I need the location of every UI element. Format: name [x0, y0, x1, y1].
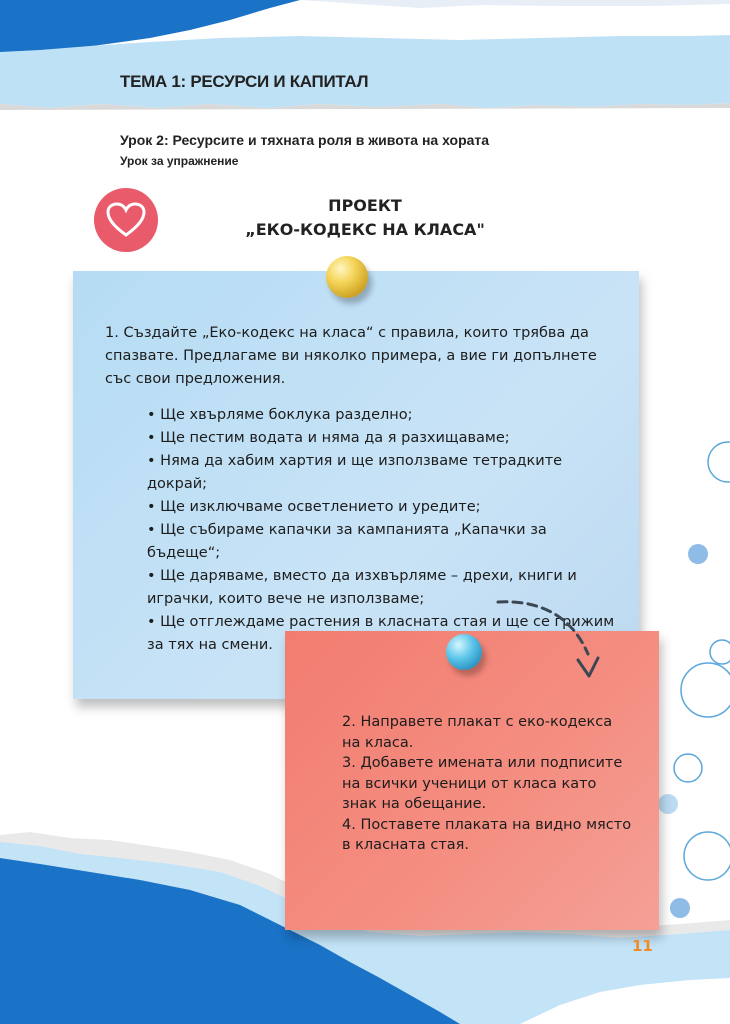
heart-badge [94, 188, 158, 252]
deco-circle-8 [670, 898, 690, 918]
list-item: • Няма да хабим хартия и ще използваме тетрадките докрай; [147, 453, 563, 492]
list-item: • Ще събираме капачки за кампанията „Капачки за бъдеще“; [147, 522, 547, 561]
deco-circle-5 [674, 754, 702, 782]
step-item: 2. Направете плакат с еко-кодекса на класа. [342, 714, 613, 751]
project-title [200, 194, 530, 242]
list-item: • Ще даряваме, вместо да изхвърляме – дрехи, книги и играчки, които вече не използваме; [147, 568, 577, 607]
intro-text: 1. Създайте „Еко-кодекс на класа“ с правила, които трябва да спазвате. Предлагаме ви няколко примера, а вие ги допълнете със свои предложения. [105, 325, 597, 387]
page-number: 11 [632, 937, 653, 955]
project-title-line2: „ЕКО-КОДЕКС НА КЛАСА" [245, 220, 485, 239]
yellow-pin-icon [326, 256, 368, 298]
list-item: • Ще отглеждаме растения в класната стая и ще се грижим за тях на смени. [147, 614, 615, 653]
list-item: • Ще хвърляме боклука разделно; [147, 407, 413, 423]
deco-circle-4 [681, 663, 730, 717]
top-dark-blue-strip-right [300, 0, 730, 8]
blue-pin-icon [446, 634, 482, 670]
deco-circle-7 [684, 832, 730, 880]
dashed-curved-arrow-icon [490, 592, 610, 687]
lesson-title: Урок 2: Ресурсите и тяхната роля в живота на хората [120, 132, 490, 148]
deco-circle-1 [708, 442, 730, 482]
list-item: • Ще изключваме осветлението и уредите; [147, 499, 481, 515]
deco-circle-3 [710, 640, 730, 664]
steps-text [342, 712, 632, 856]
deco-circle-6 [658, 794, 678, 814]
lesson-subtitle: Урок за упражнение [120, 154, 239, 168]
theme-title: ТЕМА 1: РЕСУРСИ И КАПИТАЛ [120, 72, 369, 91]
step-item: 3. Добавете имената или подписите на всички ученици от класа като знак на обещание. [342, 755, 623, 812]
heart-icon [106, 202, 146, 238]
list-item: • Ще пестим водата и няма да я разхищаваме; [147, 430, 510, 446]
deco-circle-2 [688, 544, 708, 564]
project-title-line1: ПРОЕКТ [328, 196, 402, 215]
step-item: 4. Поставете плаката на видно място в класната стая. [342, 816, 632, 853]
